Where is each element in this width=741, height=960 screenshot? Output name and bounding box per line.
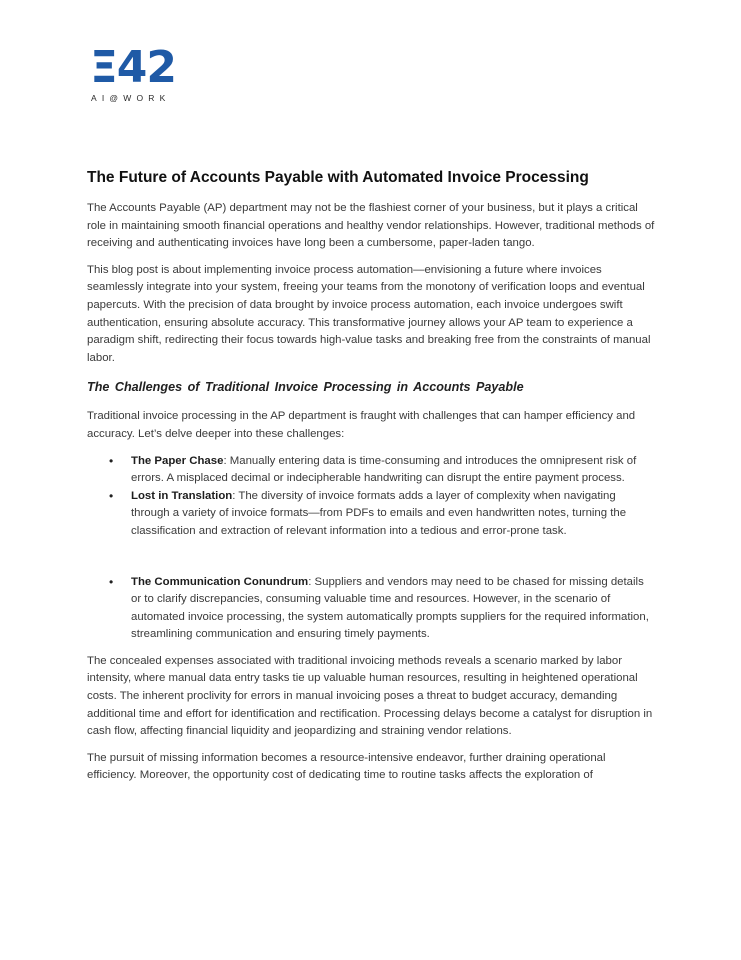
list-item-term: The Communication Conundrum	[131, 575, 309, 588]
intro-paragraph-1: The Accounts Payable (AP) department may not be the flashiest corner of your business, but it plays a critical role in maintaining smooth financial operations and healthy vendor relationships. However, traditional methods of receiving and authenticating invoices have long been a cumbersome, paper-laden tango.	[87, 202, 655, 250]
list-item-text: : Suppliers and vendors may need to be chased for missing details or to clarify discrepancies, consuming valuable time and resources. However, in the scenario of automated invoice processing, the system automatically prompts suppliers for the required information, streamlining communication and ensuring timely payments.	[131, 575, 649, 641]
body-paragraph-2: The pursuit of missing information becomes a resource-intensive endeavor, further draining operational efficiency. Moreover, the opportunity cost of dedicating time to routine tasks affects the exploration of	[87, 751, 606, 782]
intro-paragraph-2: This blog post is about implementing invoice process automation—envisioning a future where invoices seamlessly integrate into your system, freeing your teams from the monotony of verification loops and eventual papercuts. With the precision of data brought by invoice process automation, each invoice undergoes swift authentication, ensuring absolute accuracy. This transformative journey allows your AP team to experience a paradigm shift, redirecting their focus towards high-value tasks and breaking free from the constraints of manual labor.	[87, 263, 651, 364]
list-item	[87, 488, 657, 541]
list-spacer	[87, 541, 657, 574]
section-lead: Traditional invoice processing in the AP department is fraught with challenges that can hamper efficiency and accuracy. Let’s delve deeper into these challenges:	[87, 410, 636, 440]
body-paragraph-1: The concealed expenses associated with traditional invoicing methods reveals a scenario marked by labor intensity, where manual data entry tasks tie up valuable human resources, resulting in heightened operational costs. The inherent proclivity for errors in manual invoicing poses a threat to budget accuracy, demanding additional time and effort for identification and rectification. Processing delays become a catalyst for disruption in cash flow, affecting financial liquidity and jeopardizing and straining vendor relations.	[87, 654, 653, 738]
list-item	[87, 453, 657, 488]
section-heading: The Challenges of Traditional Invoice Processing in Accounts Payable	[87, 380, 524, 395]
challenges-list	[87, 453, 657, 644]
logo-tagline: AI@WORK	[91, 93, 171, 103]
logo-mark: Ξ42	[90, 42, 177, 93]
document-body	[87, 168, 657, 794]
list-item-text: : The diversity of invoice formats adds a layer of complexity when navigating through a variety of invoice formats—from PDFs to emails and even handwritten notes, turning the classification and extraction of relevant information into a tedious and error-prone task.	[131, 489, 627, 537]
company-logo	[90, 42, 190, 105]
list-item-term: Lost in Translation	[131, 489, 233, 502]
page-title: The Future of Accounts Payable with Automated Invoice Processing	[87, 169, 589, 186]
list-item-text: : Manually entering data is time-consuming and introduces the omnipresent risk of errors. A misplaced decimal or indecipherable handwriting can disrupt the entire payment process.	[131, 454, 637, 485]
list-item-term: The Paper Chase	[131, 454, 224, 467]
list-item	[87, 574, 657, 644]
